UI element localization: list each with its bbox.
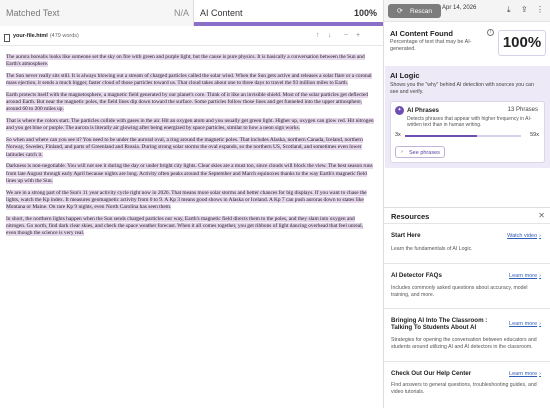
resource-link-label: Watch video — [507, 233, 538, 239]
ai-highlighted-text: We are in a strong part of the Sun's 11 year activity cycle right now in 2026. That means more solar storms and better chances for big displays. If you want to chase the lights, watch the Kp index. It measures geomagnetic activity from 0 to 9. A Kp 3 means good shows in Alaska or Iceland. A Kp 7 can push auroras down to states like Montana or Maine. On rare Kp 9 nights, even North Carolina has seen them. — [6, 189, 367, 211]
result-tabs — [0, 0, 383, 26]
more-options-icon[interactable]: ⋮ — [536, 5, 544, 14]
resource-desc: Strategies for opening the conversation between educators and students around utilizing AI and AI detectors in the classroom. — [391, 337, 537, 350]
ai-highlighted-text: The aurora borealis looks like someone set the sky on fire with green and purple light, but the cause is pure physics. It is basically a conversation between the Sun and Earth's atmosphere. — [6, 54, 365, 68]
resource-link-label: Learn more — [509, 273, 538, 279]
info-icon[interactable]: i — [487, 29, 494, 36]
ai-phrases-title: AI Phrases — [407, 107, 439, 114]
resource-desc: Learn the fundamentals of AI Logic. — [391, 246, 473, 252]
tab-ai-value: 100% — [353, 8, 377, 18]
resources-header — [384, 207, 550, 223]
ai-highlighted-text: Earth protects itself with the magnetosphere, a magnetic field generated by our planet's core. Think of it like an invisible shield. Most of the solar particles get deflected around Earth. But near the magnetic poles, the field lines dip down toward the surface. Some particles follow those lines and get funneled into the upper atmosphere, around 60 to 200 miles up. — [6, 92, 368, 113]
tab-ai-content[interactable] — [193, 0, 383, 26]
resource-item-classroom — [384, 308, 550, 361]
download-icon[interactable]: ⤓ — [507, 5, 511, 14]
external-link-icon: › — [539, 233, 541, 239]
share-icon[interactable]: ⇪ — [521, 5, 528, 14]
word-count: (479 words) — [49, 33, 79, 39]
ai-logic-title: AI Logic — [390, 71, 420, 80]
ai-highlighted-text: The Sun never really sits still. It is always blowing out a stream of charged particles called the solar wind. When the Sun gets active and releases a solar flare or a coronal mass ejection, it sends a much bigger, faster cloud of those particles toward us. That cloud takes about one to three days to travel the 93 million miles to Earth. — [6, 73, 372, 87]
see-phrases-label: See phrases — [409, 149, 440, 156]
resource-title: Check Out Our Help Center — [391, 370, 472, 377]
zoom-in-button[interactable]: + — [356, 32, 361, 39]
resource-title: Bringing AI Into The Classroom : Talking To Students About AI — [391, 317, 488, 332]
scan-date: Apr 14, 2026 — [442, 5, 477, 11]
ai-logic-panel — [385, 66, 550, 168]
document-paragraph — [6, 137, 374, 159]
ai-phrases-desc: Detects phrases that appear with higher frequency in AI-written text than in human writing. — [407, 116, 532, 129]
resource-title: AI Detector FAQs — [391, 272, 442, 279]
ai-content-score: 100% — [498, 30, 546, 56]
sidebar-toolbar — [384, 0, 550, 22]
learn-more-link[interactable] — [509, 321, 541, 327]
ai-phrases-count: 13 Phrases — [507, 107, 538, 113]
ai-highlighted-text: In short, the northern lights happen when the Sun sends charged particles our way, Earth's magnetic field directs them to the poles, and they slam into oxygen and nitrogen. Go north, find dark clear skies, and check the space weather forecast. When it all comes together, you get ribbons of light dancing overhead that feel unreal, even though the science is very real. — [6, 215, 363, 237]
chevron-right-icon: › — [401, 149, 403, 155]
tab-matched-value: N/A — [173, 8, 189, 18]
see-phrases-button[interactable] — [395, 146, 445, 158]
close-icon[interactable]: ✕ — [538, 211, 545, 220]
document-paragraph — [6, 118, 374, 132]
results-sidebar — [383, 0, 550, 408]
frequency-range-fill — [405, 135, 477, 137]
learn-more-link[interactable] — [509, 371, 541, 377]
ai-logic-desc: Shows you the "why" behind AI detection with sources you can see and verify. — [390, 82, 534, 95]
document-paragraph — [6, 54, 374, 68]
watch-video-link[interactable] — [507, 233, 541, 239]
ai-phrases-icon: ✦ — [395, 106, 404, 115]
ai-phrases-card — [390, 101, 545, 163]
next-match-button[interactable]: ↓ — [328, 32, 332, 39]
document-paragraph — [6, 190, 374, 212]
ai-content-found-desc: Percentage of text that may be AI-generated. — [390, 39, 472, 52]
tab-matched-text[interactable] — [0, 0, 193, 26]
ai-highlighted-text: So when and where can you see it? You need to be under the auroral oval, a ring around the magnetic poles. That includes Alaska, northern Canada, Iceland, northern Norway, Sweden, Finland, and parts of Greenland and Russia. During strong solar storms the oval expands, so the northern US, Scotland, and sometimes even lower latitudes catch it. — [6, 137, 363, 158]
rescan-label: Rescan — [410, 7, 433, 15]
rescan-button[interactable] — [388, 4, 441, 18]
file-name-text: your-file.html — [13, 33, 48, 39]
ai-highlighted-text: Darkness is non-negotiable. You will not see it during the day or under bright city lights. Clear skies are a must too, since clouds will block the view. The best season runs from late August through early April because nights are long. Activity often peaks around the September and March equinoxes thanks to the way Earth's magnetic field lines up with the Sun. — [6, 163, 373, 184]
resource-item-start-here — [384, 223, 550, 263]
ai-content-progress-bar — [194, 22, 383, 26]
file-name — [13, 33, 79, 39]
ai-content-found-card — [388, 26, 548, 60]
resources-title: Resources — [391, 212, 430, 221]
document-text — [6, 54, 374, 408]
resource-link-label: Learn more — [509, 371, 538, 377]
tab-ai-label: AI Content — [200, 8, 243, 18]
external-link-icon: › — [539, 273, 541, 279]
resource-title: Start Here — [391, 232, 421, 239]
refresh-icon: ⟳ — [397, 8, 403, 15]
resource-link-label: Learn more — [509, 321, 538, 327]
frequency-range-max: 59x — [530, 132, 539, 138]
file-header — [0, 30, 383, 46]
previous-match-button[interactable]: ↑ — [316, 32, 320, 39]
resource-item-faqs — [384, 263, 550, 308]
ai-content-found-title: AI Content Found — [390, 29, 453, 38]
tab-matched-label: Matched Text — [6, 8, 60, 18]
resource-desc: Find answers to general questions, troubleshooting guides, and video tutorials. — [391, 382, 537, 395]
resource-item-help-center — [384, 361, 550, 408]
zoom-out-button[interactable]: − — [344, 32, 349, 39]
document-paragraph — [6, 163, 374, 185]
document-paragraph — [6, 92, 374, 114]
document-paragraph — [6, 216, 374, 238]
external-link-icon: › — [539, 371, 541, 377]
resource-desc: Includes commonly asked questions about accuracy, model training, and more. — [391, 285, 528, 298]
file-icon — [4, 34, 10, 42]
ai-highlighted-text: That is where the colors start. The particles collide with gases in the air. Hit an oxygen atom and you usually get green light. Higher up, oxygen can glow red. Hit nitrogen and you get blue or purple. The aurora is literally air glowing after being energized by space particles, similar to how a neon sign works. — [6, 118, 374, 132]
frequency-range-min: 3x — [395, 132, 401, 138]
external-link-icon: › — [539, 321, 541, 327]
frequency-range-track — [405, 135, 521, 137]
document-paragraph — [6, 73, 374, 87]
learn-more-link[interactable] — [509, 273, 541, 279]
